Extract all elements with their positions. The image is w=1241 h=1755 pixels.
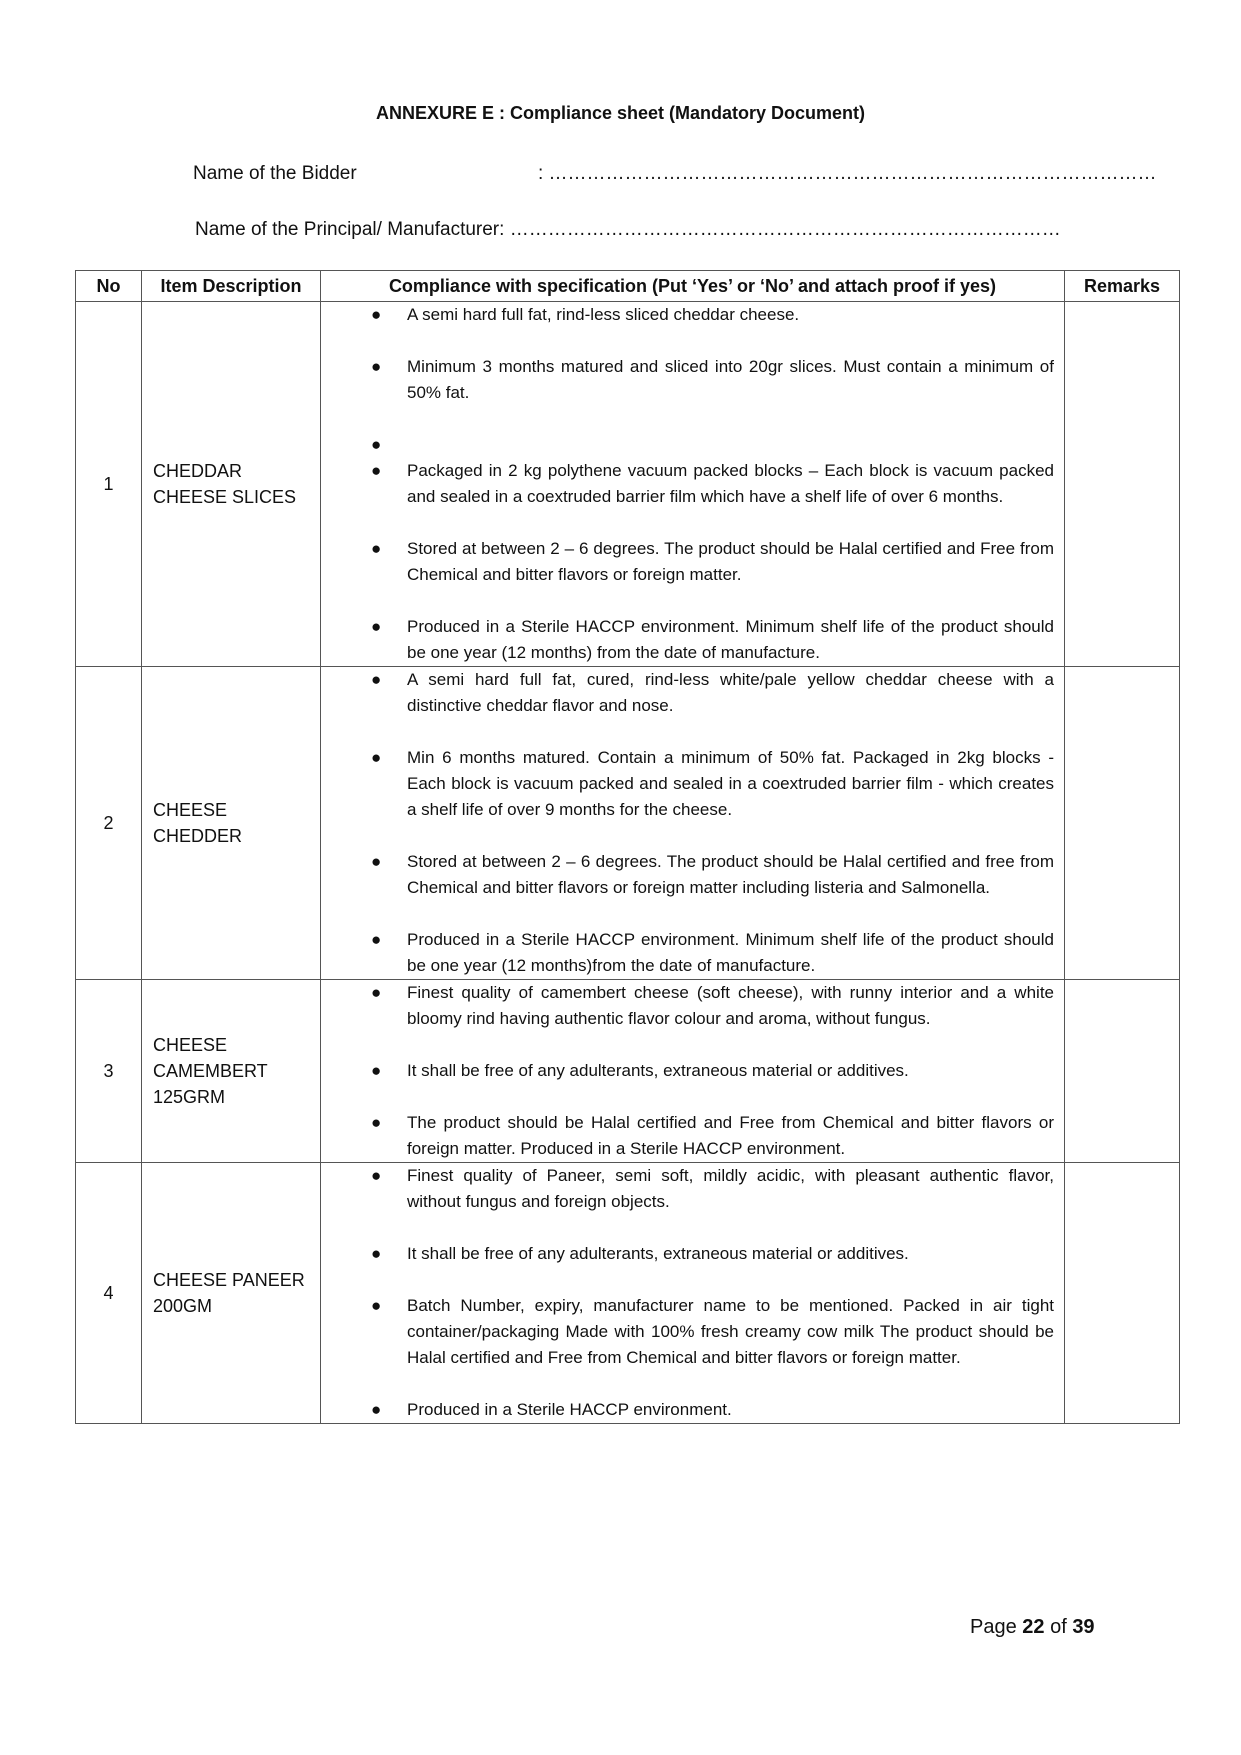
item-description-line: CHEESE (153, 1035, 228, 1055)
bullet-icon: ● (371, 1296, 382, 1315)
specification-text: Stored at between 2 – 6 degrees. The product should be Halal certified and Free from Chemical and bitter flavors or foreign matter. (407, 539, 1054, 584)
table-header-row (76, 271, 1180, 302)
row-number: 4 (76, 1163, 142, 1424)
page-number (970, 1616, 1095, 1639)
specification-item (321, 745, 1054, 823)
specification-item (321, 614, 1054, 666)
specification-item (321, 302, 1054, 328)
specification-item (321, 1110, 1054, 1162)
table-row (76, 302, 1180, 667)
remarks-cell[interactable] (1065, 980, 1180, 1163)
item-description (142, 980, 321, 1163)
specification-item (321, 1397, 1054, 1423)
bullet-icon: ● (371, 617, 382, 636)
bullet-icon: ● (371, 1166, 382, 1185)
specification-text: Packaged in 2 kg polythene vacuum packed blocks – Each block is vacuum packed and sealed in a coextruded barrier film which have a shelf life of over 6 months. (407, 461, 1054, 506)
page-total: 39 (1072, 1616, 1095, 1638)
bidder-name-blank: : …………………………………………………………………………………… (538, 163, 1157, 184)
item-description-line: CHEDDER (153, 826, 243, 846)
bullet-icon: ● (371, 435, 382, 454)
bullet-icon: ● (371, 748, 382, 767)
item-description-line: CHEESE SLICES (153, 487, 297, 507)
specification-item (321, 1058, 1054, 1084)
bullet-icon: ● (371, 1061, 382, 1080)
row-number: 3 (76, 980, 142, 1163)
specification-text: Min 6 months matured. Contain a minimum of 50% fat. Packaged in 2kg blocks - Each block is vacuum packed and sealed in a coextruded barrier film - which creates a shelf life of over 9 months for the cheese. (407, 748, 1054, 819)
table-row (76, 667, 1180, 980)
bidder-name-label: Name of the Bidder (193, 163, 357, 184)
specification-list (321, 1163, 1054, 1423)
bullet-icon: ● (371, 1400, 382, 1419)
row-number: 1 (76, 302, 142, 667)
bullet-icon: ● (371, 670, 382, 689)
bullet-icon: ● (371, 930, 382, 949)
item-description-line: CHEESE (153, 800, 228, 820)
specification-item (321, 927, 1054, 979)
bullet-icon: ● (371, 539, 382, 558)
specification-text: Produced in a Sterile HACCP environment. (407, 1400, 732, 1419)
specification-text: Produced in a Sterile HACCP environment. Minimum shelf life of the product should be one year (12 months)from the date of manufacture. (407, 930, 1054, 975)
row-number: 2 (76, 667, 142, 980)
specification-item (321, 849, 1054, 901)
specification-list (321, 980, 1054, 1162)
bullet-icon: ● (371, 852, 382, 871)
item-description-line: CHEESE PANEER (153, 1270, 305, 1290)
principal-name-blank: …………………………………………………………………………… (504, 219, 1061, 240)
compliance-specification (321, 1163, 1065, 1424)
specification-item (321, 1241, 1054, 1267)
specification-text: Produced in a Sterile HACCP environment. Minimum shelf life of the product should be one year (12 months) from the date of manufacture. (407, 617, 1054, 662)
bullet-icon: ● (371, 1244, 382, 1263)
compliance-table (75, 270, 1180, 1424)
page-current: 22 (1022, 1616, 1045, 1638)
header-compliance: Compliance with specification (Put ‘Yes’ or ‘No’ and attach proof if yes) (321, 271, 1065, 302)
specification-item (321, 1163, 1054, 1215)
specification-text: A semi hard full fat, cured, rind-less white/pale yellow cheddar cheese with a distinctive cheddar flavor and nose. (407, 670, 1054, 715)
specification-text: A semi hard full fat, rind-less sliced cheddar cheese. (407, 305, 800, 324)
bullet-icon: ● (371, 461, 382, 480)
item-description-line: 125GRM (153, 1087, 226, 1107)
compliance-specification (321, 302, 1065, 667)
remarks-cell[interactable] (1065, 667, 1180, 980)
specification-list (321, 667, 1054, 979)
bullet-icon: ● (371, 1113, 382, 1132)
specification-item (321, 980, 1054, 1032)
bullet-icon: ● (371, 305, 382, 324)
specification-text: Finest quality of camembert cheese (soft cheese), with runny interior and a white bloomy rind having authentic flavor colour and aroma, without fungus. (407, 983, 1054, 1028)
page-prefix: Page (970, 1616, 1023, 1638)
specification-item (321, 536, 1054, 588)
header-no: No (76, 271, 142, 302)
remarks-cell[interactable] (1065, 1163, 1180, 1424)
specification-item (321, 354, 1054, 406)
specification-item (321, 458, 1054, 510)
remarks-cell[interactable] (1065, 302, 1180, 667)
compliance-specification (321, 980, 1065, 1163)
principal-name-field (195, 219, 1061, 241)
bullet-icon: ● (371, 983, 382, 1002)
specification-item (321, 667, 1054, 719)
item-description (142, 302, 321, 667)
item-description (142, 1163, 321, 1424)
item-description-line: CHEDDAR (153, 461, 243, 481)
specification-text: Minimum 3 months matured and sliced into 20gr slices. Must contain a minimum of 50% fat. (407, 357, 1054, 402)
compliance-specification (321, 667, 1065, 980)
header-remarks: Remarks (1065, 271, 1180, 302)
page-mid: of (1044, 1616, 1073, 1638)
specification-text: Stored at between 2 – 6 degrees. The product should be Halal certified and free from Chemical and bitter flavors or foreign matter including listeria and Salmonella. (407, 852, 1054, 897)
specification-list (321, 302, 1054, 666)
document-title: ANNEXURE E : Compliance sheet (Mandatory Document) (375, 103, 866, 123)
specification-text: It shall be free of any adulterants, extraneous material or additives. (407, 1061, 909, 1080)
item-description-line: CAMEMBERT (153, 1061, 268, 1081)
specification-text: The product should be Halal certified and Free from Chemical and bitter flavors or foreign matter. Produced in a Sterile HACCP environment. (407, 1113, 1054, 1158)
bullet-icon: ● (371, 357, 382, 376)
table-row (76, 980, 1180, 1163)
principal-name-label: Name of the Principal/ Manufacturer: (195, 219, 505, 240)
item-description-line: 200GM (153, 1296, 213, 1316)
bidder-name-field (193, 163, 1157, 185)
table-row (76, 1163, 1180, 1424)
specification-text: Batch Number, expiry, manufacturer name to be mentioned. Packed in air tight container/packaging Made with 100% fresh creamy cow milk The product should be Halal certified and Free from Chemical and bitter flavors or foreign matter. (407, 1296, 1054, 1367)
specification-item (321, 1293, 1054, 1371)
specification-item (321, 432, 1054, 458)
item-description (142, 667, 321, 980)
specification-text: It shall be free of any adulterants, extraneous material or additives. (407, 1244, 909, 1263)
specification-text: Finest quality of Paneer, semi soft, mildly acidic, with pleasant authentic flavor, without fungus and foreign objects. (407, 1166, 1054, 1211)
header-item-description: Item Description (142, 271, 321, 302)
